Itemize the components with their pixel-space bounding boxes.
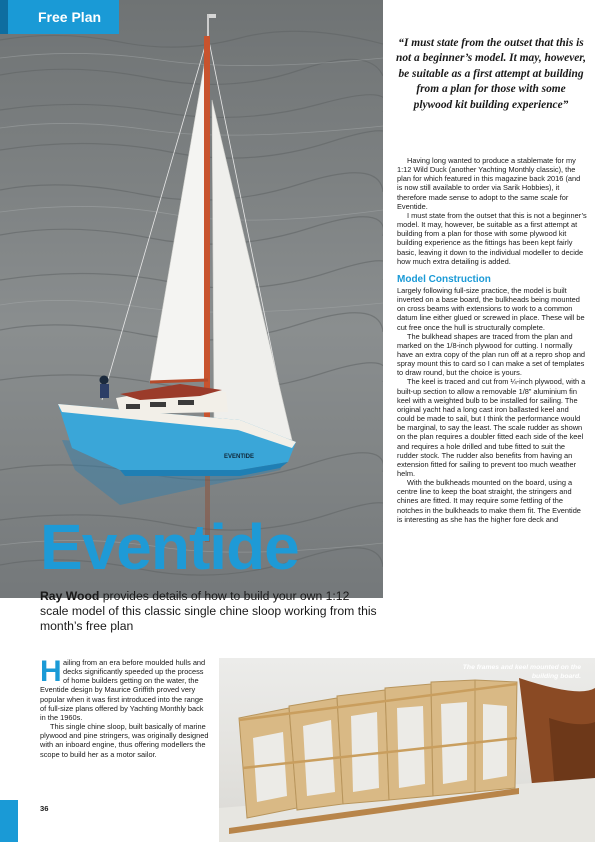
- mainsail: [150, 60, 205, 382]
- hero-photo: [0, 0, 383, 598]
- paragraph: The keel is traced and cut from ¼-inch plywood, with a built-up section to allow a removable 1/8” aluminium fin keel with a weighted bulb to be installed for sailing. The original yacht had a long cast iron ballasted keel and could be made to sail, but I think the performance would be marginal, to say the least. The scale rudder as shown on the plan requires a doubler fitted each side of the keel and requires a hole drilled and tube fitted to suit the rudder stock. The rudder also benefits from having an extension fitted for sailing to prevent too much weather helm.: [397, 377, 586, 478]
- paragraph: Having long wanted to produce a stablemate for my 1:12 Wild Duck (another Yachting Monthly classic), the plan for which featured in this magazine back 2016 (and is now still available to order via Sarik Hobbies), it therefore made sense to adopt to the same scale for Eventide.: [397, 156, 581, 211]
- drop-cap: H: [40, 655, 62, 688]
- page-number: 36: [40, 804, 49, 813]
- hull-name: EVENTIDE: [224, 454, 255, 460]
- paragraph: I must state from the outset that this is not a beginner’s model. It may, however, be suitable as a first attempt at building from a plan for those with some plywood kit building experience as the fittings has been kept fairly basic, leaving it down to the individual modeller to decide how much extra detailing is added.: [397, 210, 587, 266]
- sailing-yacht-illustration: [0, 0, 383, 598]
- paragraph: This single chine sloop, built basically of marine plywood and pine stringers, was originally designed with an inboard engine, thus offering modellers the scope to build her as a motor sailor.: [40, 722, 209, 759]
- standfirst: [40, 589, 380, 634]
- author-name: Ray Wood: [40, 589, 100, 603]
- paragraph: Largely following full-size practice, the model is built inverted on a base board, the bulkheads being mounted on cross beams with extensions to work to a common datum line either glued or screwed in place. These will be cut free once the hull is structurally complete.: [397, 285, 585, 332]
- jib-sail: [212, 100, 292, 440]
- paragraph: With the bulkheads mounted on the board, using a centre line to keep the boat straight, the stringers and chines are fitted. It may require some fettling of the notches in the bulkheads to make them fit. The Eventide is interesting as she has the higher fore deck and: [397, 478, 581, 524]
- pull-quote: “I must state from the outset that this is not a beginner’s model. It may, however, be suitable as a first attempt at building from a plan for those with some plywood kit building experience”: [396, 37, 586, 111]
- mast: [204, 36, 210, 428]
- standfirst-text: provides details of how to build your own 1:12 scale model of this classic single chine sloop working from this month’s free plan: [40, 589, 377, 633]
- section-tab: Free Plan: [0, 0, 119, 34]
- page-marker-bar: [0, 800, 18, 842]
- subheading-model-construction: Model Construction: [397, 273, 491, 285]
- photo-caption: The frames and keel mounted on the building board.: [462, 664, 581, 680]
- paragraph: Hailing from an era before moulded hulls and decks significantly speeded up the process of home builders getting on the water, the Eventide design by Maurice Griffith proved very popular when it was first introduced into the range of full-size plans offered by Yachting Monthly back in the 1960s.: [40, 655, 206, 722]
- bulkhead-frames-illustration: [219, 658, 595, 842]
- intro-column-text: [40, 655, 210, 759]
- frames-photo: [219, 658, 595, 842]
- paragraph: The bulkhead shapes are traced from the plan and marked on the 1/8-inch plywood for cutting. I normally have an extra copy of the plan run off at a repro shop and spray mount this to card so I can make a set of templates to draw round, but the choice is yours.: [397, 331, 586, 378]
- right-column-text: [397, 156, 587, 524]
- article-title: Eventide: [40, 511, 299, 583]
